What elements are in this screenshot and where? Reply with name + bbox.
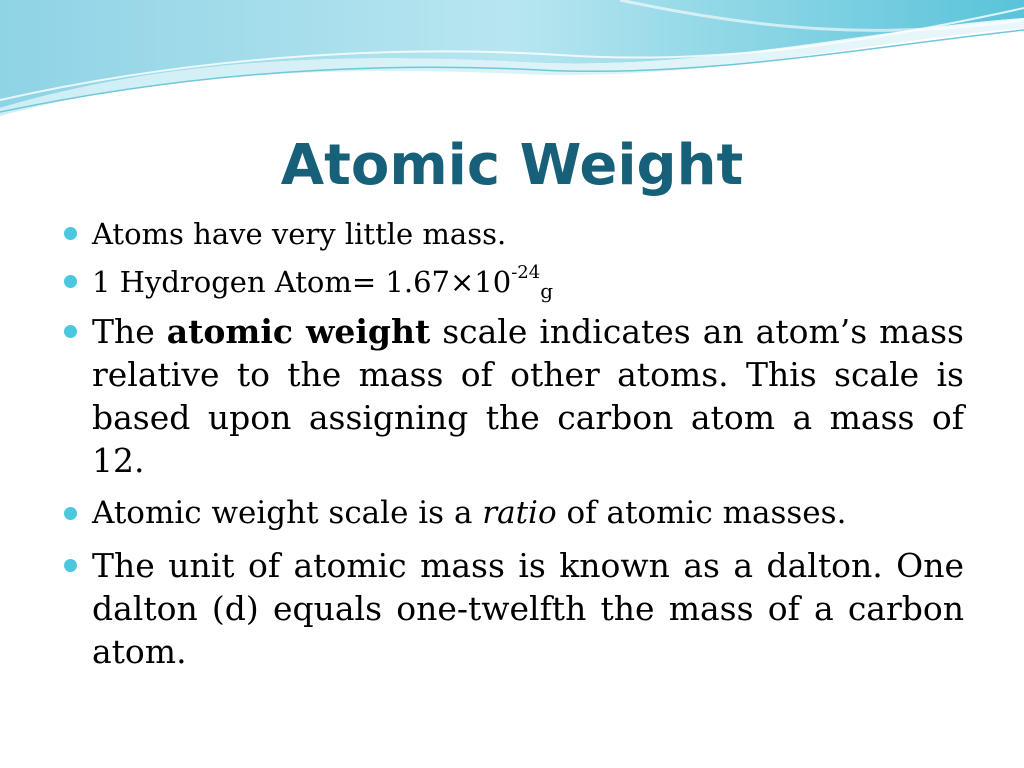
- bullet-list: [60, 214, 964, 683]
- bullet-ratio: [60, 492, 964, 534]
- bullet-text: The unit of atomic mass is known as a dalton. One dalton (d) equals one-twelfth the mass of a carbon atom.: [92, 546, 964, 671]
- slide-title: Atomic Weight: [280, 133, 744, 198]
- bullet-text: scale indicates an atom’s mass relative to the mass of other atoms. This scale is based upon assigning the carbon atom a mass of 12.: [92, 312, 964, 480]
- header-wave-decoration: [0, 0, 1024, 130]
- bullet-text: of atomic masses.: [556, 495, 847, 531]
- bullet-text: Atoms have very little mass.: [92, 217, 507, 251]
- bullet-dot-icon: [64, 559, 77, 572]
- bullet-atoms-mass: [60, 214, 964, 254]
- bullet-dalton: [60, 544, 964, 673]
- bullet-atomic-weight-scale: [60, 310, 964, 482]
- bullet-text: 1 Hydrogen Atom= 1.67×10: [92, 265, 512, 299]
- exponent: -24: [511, 262, 541, 283]
- unit: g: [540, 279, 553, 303]
- bullet-dot-icon: [64, 325, 77, 338]
- bullet-dot-icon: [64, 275, 77, 288]
- bullet-dot-icon: [64, 507, 77, 520]
- bullet-text: Atomic weight scale is a: [92, 495, 483, 531]
- bullet-dot-icon: [64, 227, 77, 240]
- bullet-hydrogen-mass: [60, 262, 964, 302]
- bullet-text: The: [92, 312, 167, 351]
- bold-term: atomic weight: [166, 312, 431, 351]
- italic-term: ratio: [482, 495, 557, 531]
